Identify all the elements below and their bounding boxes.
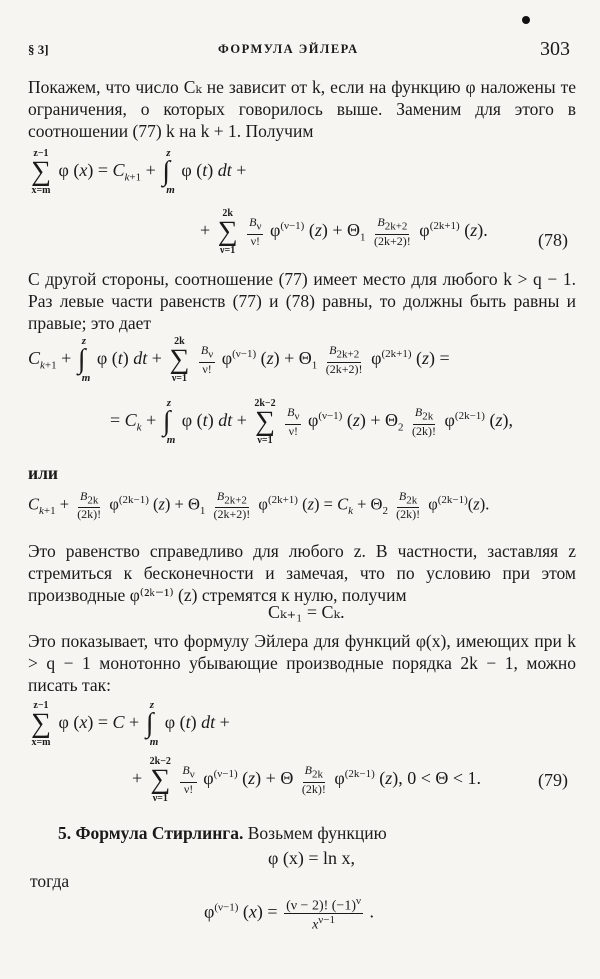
equation-78-line1: z−1 ∑ x=m φ $(x) = C_{k+1}$ + z ∫ m φ (t) dt +: [31, 147, 247, 196]
equation-79-line2: + 2k−2 ∑ ν=1 $\frac{B_\nu}{\nu!}$ $\varphi^{(\nu-1)}$ (z) + Θ $\frac{B_{2k}}{(2k)!}$ $\varphi^{(2k-1)}$ (z), 0 < Θ < 1.: [132, 756, 482, 804]
equation-combined-line1: $C_{k+1}$ + z ∫ m φ (t) dt + 2k ∑ ν=1 $\frac{B_\nu}{\nu!}$ $\varphi^{(\nu-1)}$ $(z) + \Theta_1$ $\frac{B_{2k+2}}{(2k+2)!}$ $\varphi^{(2k+1)}$ (z) =: [28, 335, 450, 384]
equation-combined-line2: = $C_k$ + z ∫ m φ (t) dt + 2k−2 ∑ ν=1 $\frac{B_\nu}{\nu!}$ $\varphi^{(\nu-1)}$ $(z) + \Theta_2$ $\frac{B_{2k}}{(2k)!}$ $\varphi^{(2k-1)}$ (z),: [110, 397, 513, 446]
ink-dot: [522, 16, 530, 24]
word-togda: тогда: [30, 871, 70, 891]
running-title: ФОРМУЛА ЭЙЛЕРА: [218, 42, 359, 56]
page-header: [0, 0, 600, 70]
section-5: [58, 822, 558, 844]
section-marker: § 3]: [28, 42, 49, 57]
equation-phi-ln: φ (x) = ln x,: [268, 848, 356, 868]
equation-79-label: (79): [538, 770, 568, 790]
page-number: 303: [540, 38, 570, 60]
equation-derivative: $\varphi^{(\nu-1)}$ (x) = $\frac{(\nu - 2)! (-1)^\nu}{x^{\nu-1}}$ .: [204, 895, 374, 933]
section-intro: Возьмем функцию: [243, 823, 387, 843]
section-heading: 5. Формула Стирлинга.: [58, 823, 244, 843]
paragraph-1: Покажем, что число Cₖ не зависит от k, если на функцию φ наложены те ограничения, о которых говорилось выше. Заменим для этого в соотношении (77) k на k + 1. Получим: [28, 77, 576, 141]
paragraph-5: Это показывает, что формулу Эйлера для функций φ(x), имеющих при k > q − 1 монотонно убывающие производные порядка 2k − 1, можно писать так:: [28, 631, 576, 695]
word-ili: или: [28, 463, 58, 483]
equation-78-label: (78): [538, 230, 568, 250]
paragraph-4: Это равенство справедливо для любого z. В частности, заставляя z стремиться к бесконечности и замечая, что по условию при этом производные φ⁽²ᵏ⁻¹⁾ (z) стремятся к нулю, получим: [28, 541, 576, 605]
paragraph-2: С другой стороны, соотношение (77) имеет место для любого k > q − 1. Раз левые части равенств (77) и (78) равны, то должны быть равны и правые; это дает: [28, 269, 576, 333]
equation-reduced: $C_{k+1}$ + $\frac{B_{2k}}{(2k)!}$ $\varphi^{(2k-1)}$ $(z) + \Theta_1$ $\frac{B_{2k+2}}{(2k+2)!}$ $\varphi^{(2k+1)}$ $(z) = C_k + \Theta_2$ $\frac{B_{2k}}{(2k)!}$ $\varphi^{(2k-1)}(z)$.: [28, 489, 490, 522]
equation-ck-equal: Cₖ₊₁ = Cₖ.: [268, 602, 345, 622]
equation-78-line2: + 2k ∑ ν=1 $\frac{B_\nu}{\nu!}$ $\varphi^{(\nu-1)}$ $(z) + \Theta_1$ $\frac{B_{2k+2}}{(2k+2)!}$ $\varphi^{(2k+1)}$ (z).: [200, 208, 488, 256]
equation-79-line1: z−1 ∑ x=m φ (x) = C + z ∫ m φ (t) dt +: [31, 699, 230, 748]
